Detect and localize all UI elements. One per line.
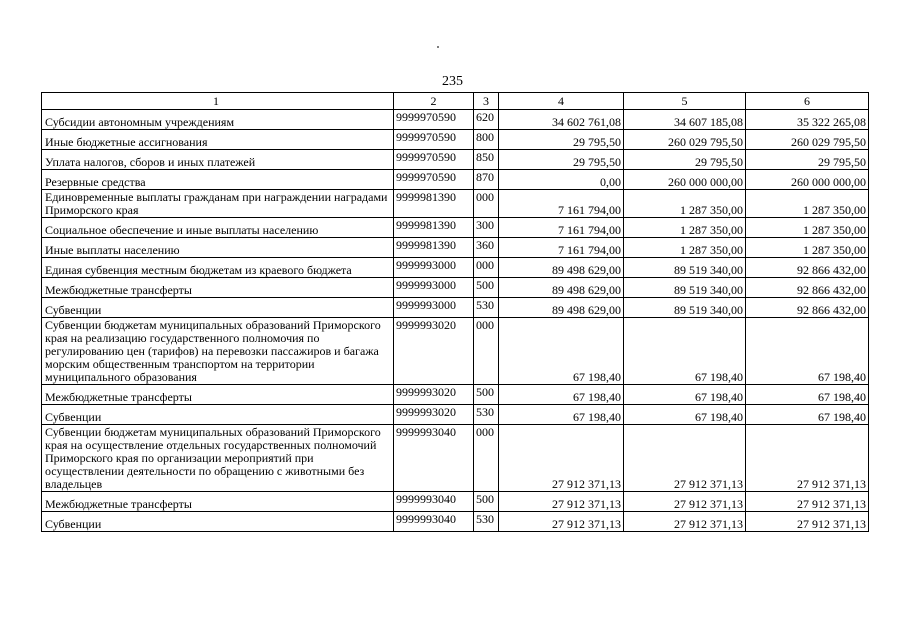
header-col-3: 3 [474,93,499,110]
row-code-cell: 9999993040 [394,512,474,532]
row-name-cell: Межбюджетные трансферты [42,385,394,405]
row-name-cell: Межбюджетные трансферты [42,492,394,512]
row-amount-col4-cell: 89 498 629,00 [499,278,624,298]
page-number: 235 [442,74,463,89]
row-code-cell: 9999970590 [394,110,474,130]
table-row [42,318,869,385]
row-amount-col6-cell: 27 912 371,13 [746,512,869,532]
table-row [42,512,869,532]
row-amount-col4-cell: 89 498 629,00 [499,258,624,278]
row-code-cell: 9999993020 [394,318,474,385]
row-code-cell: 9999970590 [394,150,474,170]
row-amount-col4-cell: 7 161 794,00 [499,238,624,258]
row-expense-type-cell: 500 [474,492,499,512]
row-code-cell: 9999970590 [394,130,474,150]
row-amount-col6-cell: 67 198,40 [746,385,869,405]
row-name-cell: Межбюджетные трансферты [42,278,394,298]
row-amount-col6-cell: 92 866 432,00 [746,278,869,298]
row-amount-col6-cell: 260 029 795,50 [746,130,869,150]
budget-table [41,92,869,532]
row-expense-type-cell: 530 [474,405,499,425]
row-name-cell: Уплата налогов, сборов и иных платежей [42,150,394,170]
row-amount-col6-cell: 1 287 350,00 [746,218,869,238]
header-col-5: 5 [624,93,746,110]
row-name-cell: Субвенции [42,512,394,532]
row-expense-type-cell: 500 [474,385,499,405]
row-code-cell: 9999993000 [394,278,474,298]
row-amount-col6-cell: 1 287 350,00 [746,238,869,258]
header-col-4: 4 [499,93,624,110]
header-col-6: 6 [746,93,869,110]
row-amount-col6-cell: 67 198,40 [746,405,869,425]
row-amount-col5-cell: 1 287 350,00 [624,238,746,258]
row-expense-type-cell: 000 [474,190,499,218]
row-name-cell: Субвенции бюджетам муниципальных образований Приморского края на осуществление отдельных государственных полномочий Приморского края по организации мероприятий при осуществлении деятельности по обращению с животными без владельцев [42,425,394,492]
row-amount-col4-cell: 67 198,40 [499,405,624,425]
row-amount-col6-cell: 35 322 265,08 [746,110,869,130]
row-amount-col6-cell: 260 000 000,00 [746,170,869,190]
table-row [42,130,869,150]
row-expense-type-cell: 360 [474,238,499,258]
row-expense-type-cell: 800 [474,130,499,150]
row-amount-col4-cell: 67 198,40 [499,385,624,405]
row-amount-col4-cell: 7 161 794,00 [499,218,624,238]
row-code-cell: 9999993040 [394,492,474,512]
table-row [42,110,869,130]
row-code-cell: 9999993020 [394,385,474,405]
row-expense-type-cell: 300 [474,218,499,238]
table-row [42,278,869,298]
row-amount-col5-cell: 89 519 340,00 [624,298,746,318]
row-code-cell: 9999993000 [394,258,474,278]
row-amount-col5-cell: 67 198,40 [624,405,746,425]
row-amount-col5-cell: 89 519 340,00 [624,258,746,278]
row-amount-col5-cell: 29 795,50 [624,150,746,170]
table-row [42,218,869,238]
row-code-cell: 9999993000 [394,298,474,318]
row-amount-col5-cell: 67 198,40 [624,318,746,385]
table-row [42,492,869,512]
row-amount-col5-cell: 1 287 350,00 [624,190,746,218]
row-amount-col4-cell: 27 912 371,13 [499,512,624,532]
row-name-cell: Социальное обеспечение и иные выплаты населению [42,218,394,238]
row-amount-col6-cell: 29 795,50 [746,150,869,170]
row-name-cell: Иные выплаты населению [42,238,394,258]
row-name-cell: Субвенции бюджетам муниципальных образований Приморского края на реализацию государственного полномочия по регулированию цен (тарифов) на перевозки пассажиров и багажа морским общественным транспортом на территории муниципального образования [42,318,394,385]
row-amount-col5-cell: 27 912 371,13 [624,492,746,512]
row-code-cell: 9999993040 [394,425,474,492]
table-row [42,170,869,190]
row-expense-type-cell: 870 [474,170,499,190]
row-amount-col5-cell: 34 607 185,08 [624,110,746,130]
row-amount-col6-cell: 27 912 371,13 [746,425,869,492]
table-row [42,238,869,258]
row-amount-col4-cell: 67 198,40 [499,318,624,385]
row-name-cell: Субвенции [42,405,394,425]
row-amount-col6-cell: 27 912 371,13 [746,492,869,512]
table-row [42,425,869,492]
scan-speck [437,46,439,48]
table-row [42,385,869,405]
row-amount-col4-cell: 27 912 371,13 [499,425,624,492]
table-row [42,190,869,218]
row-amount-col4-cell: 89 498 629,00 [499,298,624,318]
row-expense-type-cell: 000 [474,425,499,492]
row-amount-col4-cell: 34 602 761,08 [499,110,624,130]
table-row [42,150,869,170]
table-header-row [42,93,869,110]
row-name-cell: Субвенции [42,298,394,318]
row-name-cell: Единовременные выплаты гражданам при награждении наградами Приморского края [42,190,394,218]
row-expense-type-cell: 000 [474,258,499,278]
row-amount-col6-cell: 92 866 432,00 [746,258,869,278]
row-expense-type-cell: 000 [474,318,499,385]
row-code-cell: 9999993020 [394,405,474,425]
row-amount-col4-cell: 29 795,50 [499,130,624,150]
row-expense-type-cell: 530 [474,298,499,318]
row-expense-type-cell: 620 [474,110,499,130]
row-amount-col5-cell: 67 198,40 [624,385,746,405]
table-row [42,298,869,318]
row-amount-col4-cell: 0,00 [499,170,624,190]
row-name-cell: Единая субвенция местным бюджетам из краевого бюджета [42,258,394,278]
row-amount-col5-cell: 89 519 340,00 [624,278,746,298]
row-amount-col6-cell: 67 198,40 [746,318,869,385]
table-row [42,405,869,425]
row-expense-type-cell: 850 [474,150,499,170]
row-amount-col4-cell: 27 912 371,13 [499,492,624,512]
header-col-2: 2 [394,93,474,110]
row-name-cell: Резервные средства [42,170,394,190]
row-amount-col6-cell: 1 287 350,00 [746,190,869,218]
row-code-cell: 9999970590 [394,170,474,190]
row-amount-col5-cell: 1 287 350,00 [624,218,746,238]
row-name-cell: Иные бюджетные ассигнования [42,130,394,150]
row-amount-col4-cell: 7 161 794,00 [499,190,624,218]
row-expense-type-cell: 500 [474,278,499,298]
row-code-cell: 9999981390 [394,218,474,238]
header-col-1: 1 [42,93,394,110]
row-amount-col5-cell: 260 000 000,00 [624,170,746,190]
row-code-cell: 9999981390 [394,238,474,258]
row-expense-type-cell: 530 [474,512,499,532]
row-amount-col6-cell: 92 866 432,00 [746,298,869,318]
row-code-cell: 9999981390 [394,190,474,218]
row-amount-col4-cell: 29 795,50 [499,150,624,170]
row-amount-col5-cell: 27 912 371,13 [624,512,746,532]
row-amount-col5-cell: 27 912 371,13 [624,425,746,492]
row-name-cell: Субсидии автономным учреждениям [42,110,394,130]
table-row [42,258,869,278]
row-amount-col5-cell: 260 029 795,50 [624,130,746,150]
